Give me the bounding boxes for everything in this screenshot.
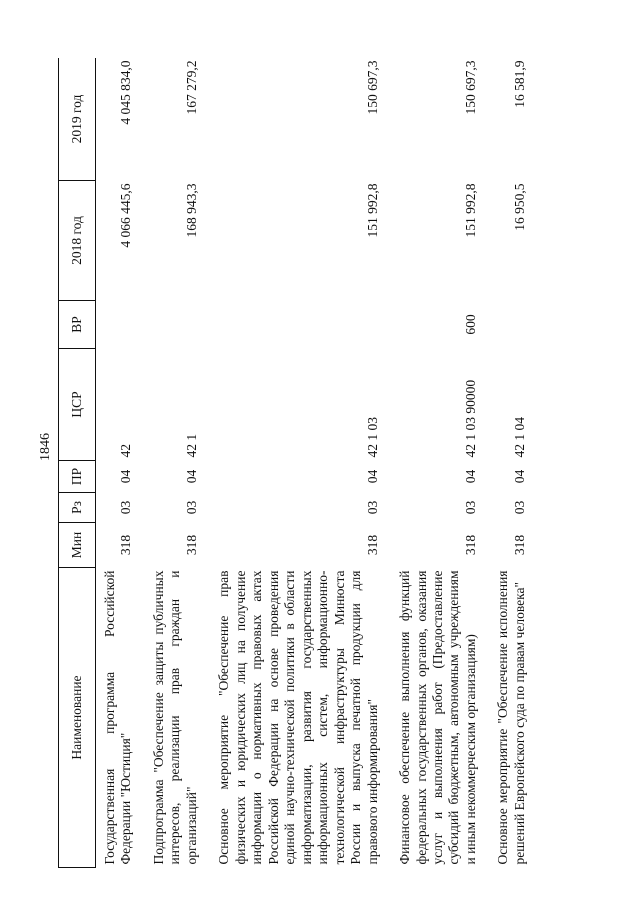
row-2019: 4 045 834,0	[118, 60, 134, 125]
row-pr: 04	[364, 469, 380, 484]
budget-table-area	[58, 58, 588, 868]
table-row	[210, 58, 391, 868]
row-pr: 04	[511, 469, 527, 484]
row-pr: 04	[183, 469, 199, 484]
row-2019: 16 581,9	[511, 60, 527, 108]
row-2018: 151 992,8	[364, 183, 380, 238]
row-vr	[96, 301, 145, 349]
row-min: 318	[511, 534, 527, 556]
header-vr: ВР	[59, 301, 96, 349]
header-pr: ПР	[59, 461, 96, 493]
row-csr: 42 1 03	[364, 417, 380, 458]
row-2018: 16 950,5	[511, 183, 527, 231]
row-rz: 03	[462, 500, 478, 515]
row-rz: 03	[118, 500, 134, 515]
row-csr: 42 1 03 90000	[462, 379, 478, 458]
row-2018: 168 943,3	[183, 183, 199, 238]
row-name: Подпрограмма "Обеспечение защиты публичных интересов, реализации прав граждан и организаций"	[150, 570, 199, 865]
row-2018: 151 992,8	[462, 183, 478, 238]
header-2019: 2019 год	[59, 58, 96, 181]
row-name: Финансовое обеспечение выполнения функций федеральных государственных органов, оказания услуг и выполнения работ (Предоставление субсидий бюджетным, автономным учреждениям и иным некоммерческим организациям)	[397, 570, 478, 865]
table-row	[96, 58, 145, 868]
row-pr: 04	[462, 469, 478, 484]
budget-table	[58, 58, 538, 868]
row-min: 318	[183, 534, 199, 556]
row-2019: 150 697,3	[462, 60, 478, 115]
row-vr	[210, 301, 391, 349]
row-min: 318	[118, 534, 134, 556]
row-vr: 600	[462, 314, 478, 335]
row-rz: 03	[511, 500, 527, 515]
row-vr	[489, 301, 538, 349]
row-min: 318	[364, 534, 380, 556]
row-name: Государственная программа Российской Федерации "Юстиция"	[102, 570, 134, 865]
header-2018: 2018 год	[59, 181, 96, 301]
row-2019: 150 697,3	[364, 60, 380, 115]
table-row	[489, 58, 538, 868]
table-row	[145, 58, 210, 868]
header-rz: Рз	[59, 493, 96, 523]
row-rz: 03	[364, 500, 380, 515]
row-name: Основное мероприятие "Обеспечение исполнения решений Европейского суда по правам человека"	[495, 570, 527, 865]
row-csr: 42 1	[183, 433, 199, 458]
row-vr	[145, 301, 210, 349]
header-name: Наименование	[59, 568, 96, 868]
row-2019: 167 279,2	[183, 60, 199, 115]
row-min: 318	[462, 534, 478, 556]
row-2018: 4 066 445,6	[118, 183, 134, 248]
header-min: Мин	[59, 523, 96, 568]
row-pr: 04	[118, 469, 134, 484]
table-header-row	[59, 58, 96, 868]
header-csr: ЦСР	[59, 349, 96, 461]
row-csr: 42 1 04	[511, 417, 527, 458]
page-number: 1846	[38, 433, 53, 461]
row-csr: 42	[118, 444, 134, 458]
budget-table-rotated	[58, 58, 588, 868]
table-row	[391, 58, 489, 868]
row-rz: 03	[183, 500, 199, 515]
row-name: Основное мероприятие "Обеспечение прав физических и юридических лиц на получение информации о нормативных правовых актах Российской Федерации на основе проведения единой научно-технической политики в области информатизации, развития государственных информационных систем, информационно-технологической инфраструктуры Минюста России и выпуска печатной продукции для правового информирования"	[216, 570, 380, 865]
